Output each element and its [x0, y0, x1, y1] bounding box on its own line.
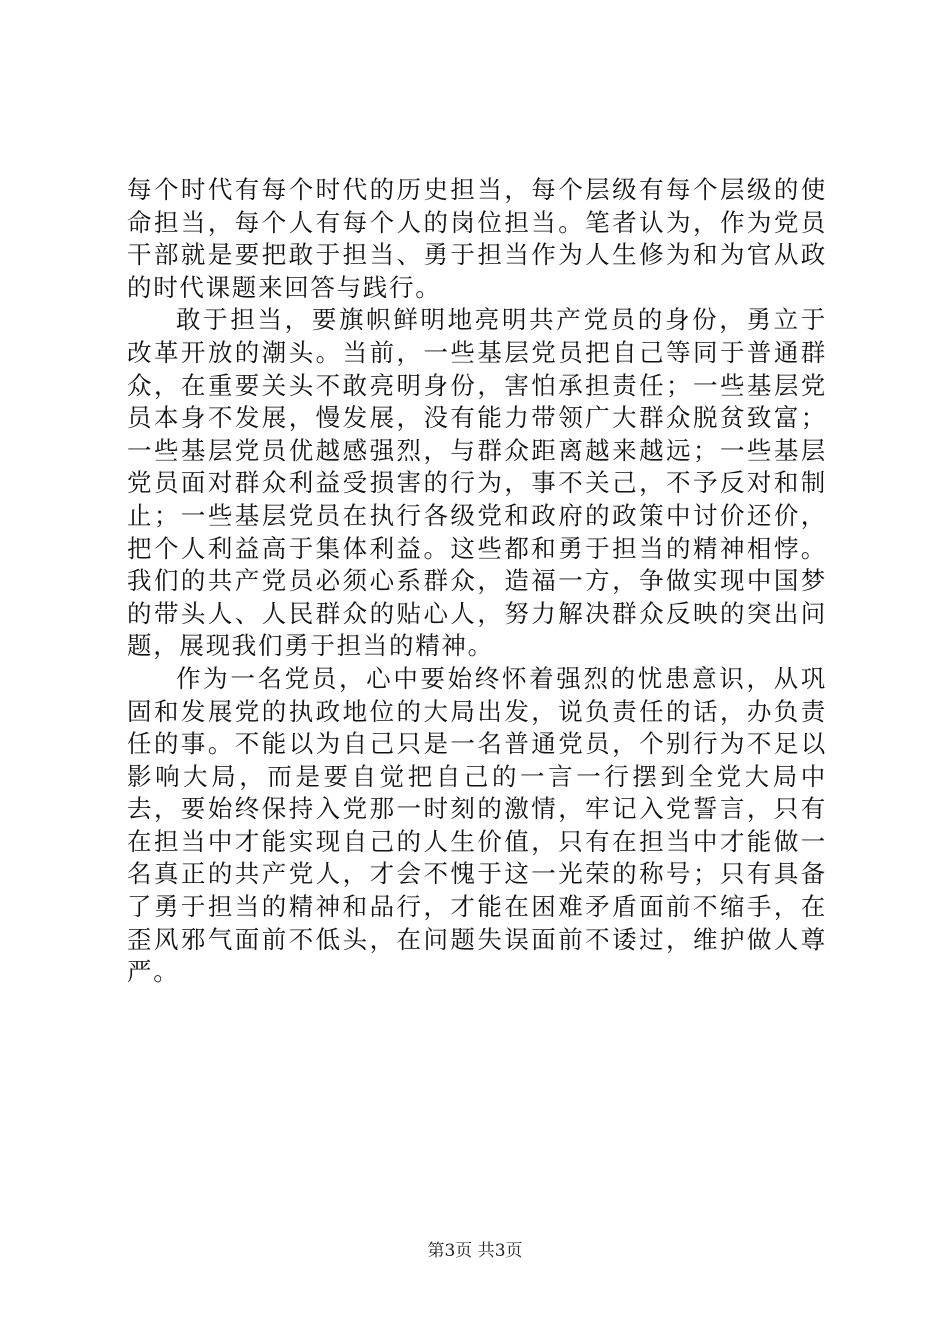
paragraph-3: 作为一名党员，心中要始终怀着强烈的忧患意识，从巩固和发展党的执政地位的大局出发，说负责任的话，办负责任的事。不能以为自己只是一名普通党员，个别行为不足以影响大局，而是要自觉把自己的一言一行摆到全党大局中去，要始终保持入党那一时刻的激情，牢记入党誓言，只有在担当中才能实现自己的人生价值，只有在担当中才能做一名真正的共产党人，才会不愧于这一光荣的称号；只有具备了勇于担当的精神和品行，才能在困难矛盾面前不缩手，在歪风邪气面前不低头，在问题失误面前不诿过，维护做人尊严。 — [127, 663, 827, 987]
document-body — [127, 174, 827, 989]
paragraph-1: 每个时代有每个时代的历史担当，每个层级有每个层级的使命担当，每个人有每个人的岗位担当。笔者认为，作为党员干部就是要把敢于担当、勇于担当作为人生修为和为官从政的时代课题来回答与践行。 — [127, 175, 827, 302]
page-number-footer: 第3页 共3页 — [427, 1241, 523, 1261]
paragraph-2: 敢于担当，要旗帜鲜明地亮明共产党员的身份，勇立于改革开放的潮头。当前，一些基层党员把自己等同于普通群众，在重要关头不敢亮明身份，害怕承担责任；一些基层党员本身不发展，慢发展，没有能力带领广大群众脱贫致富；一些基层党员优越感强烈，与群众距离越来越远；一些基层党员面对群众利益受损害的行为，事不关己，不予反对和制止；一些基层党员在执行各级党和政府的政策中讨价还价，把个人利益高于集体利益。这些都和勇于担当的精神相悖。我们的共产党员必须心系群众，造福一方，争做实现中国梦的带头人、人民群众的贴心人，努力解决群众反映的突出问题，展现我们勇于担当的精神。 — [127, 305, 827, 661]
